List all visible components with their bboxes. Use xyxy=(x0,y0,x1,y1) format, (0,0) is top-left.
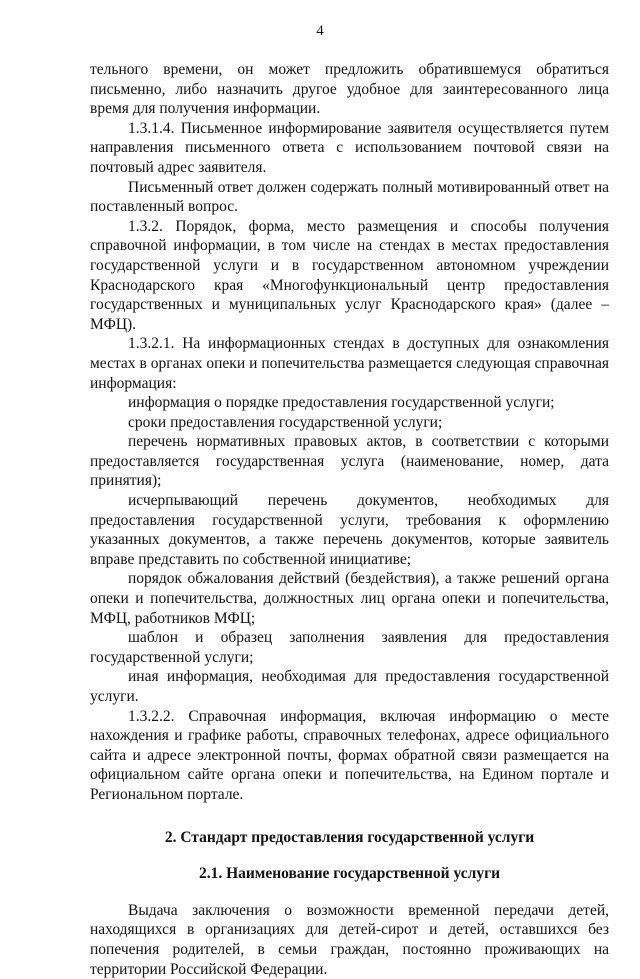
list-item: шаблон и образец заполнения заявления для предоставления государственной услуги; xyxy=(90,629,609,666)
paragraph: 1.3.1.4. Письменное информирование заявителя осуществляется путем направления письменного ответа с использованием почтовой связи на почтовый адрес заявителя. xyxy=(90,119,609,176)
list-item: порядок обжалования действий (бездействия), а также решений органа опеки и попечительства, должностных лиц органа опеки и попечительства, МФЦ, работников МФЦ; xyxy=(90,570,609,627)
list-item: иная информация, необходимая для предоставления государственной услуги. xyxy=(90,668,609,705)
paragraph: 1.3.2. Порядок, форма, место размещения и способы получения справочной информации, в том числе на стендах в местах предоставления государственной услуги и в государственном автономном учреждении Краснодарского края «Многофункциональный центр предоставления государственных и муниципальных услуг Краснодарского края» (далее – МФЦ). xyxy=(90,217,609,333)
list-item: сроки предоставления государственной услуги; xyxy=(128,413,443,431)
list-item: информация о порядке предоставления государственной услуги; xyxy=(128,394,555,412)
paragraph: Выдача заключения о возможности временной передачи детей, находящихся в организациях для детей-сирот и детей, оставшихся без попечения родителей, в семьи граждан, постоянно проживающих на территории Российской Федерации. xyxy=(90,901,609,978)
paragraph: Письменный ответ должен содержать полный мотивированный ответ на поставленный вопрос. xyxy=(90,178,609,216)
list-item: исчерпывающий перечень документов, необходимых для предоставления государственной услуги, требования к оформлению указанных документов, а также перечень документов, которые заявитель вправе представить по собственной инициативе; xyxy=(90,492,609,568)
document-body xyxy=(90,60,609,979)
page-number: 4 xyxy=(316,23,324,39)
paragraph: 1.3.2.1. На информационных стендах в доступных для ознакомления местах в органах опеки и попечительства размещается следующая справочная информация: xyxy=(90,335,609,392)
list-item: перечень нормативных правовых актов, в соответствии с которыми предоставляется государственная услуга (наименование, номер, дата принятия); xyxy=(90,433,609,490)
paragraph: 1.3.2.2. Справочная информация, включая информацию о месте нахождения и графике работы, справочных телефонах, адресе официального сайта и адресе электронной почты, формах обратной связи размещается на официальном сайте органа опеки и попечительства, на Едином портале и Региональном портале. xyxy=(90,707,609,803)
section-heading: 2. Стандарт предоставления государственной услуги xyxy=(164,828,535,846)
paragraph: тельного времени, он может предложить обратившемуся обратиться письменно, либо назначить другое удобное для заинтересованного лица время для получения информации. xyxy=(90,61,609,118)
subsection-heading: 2.1. Наименование государственной услуги xyxy=(198,865,501,883)
